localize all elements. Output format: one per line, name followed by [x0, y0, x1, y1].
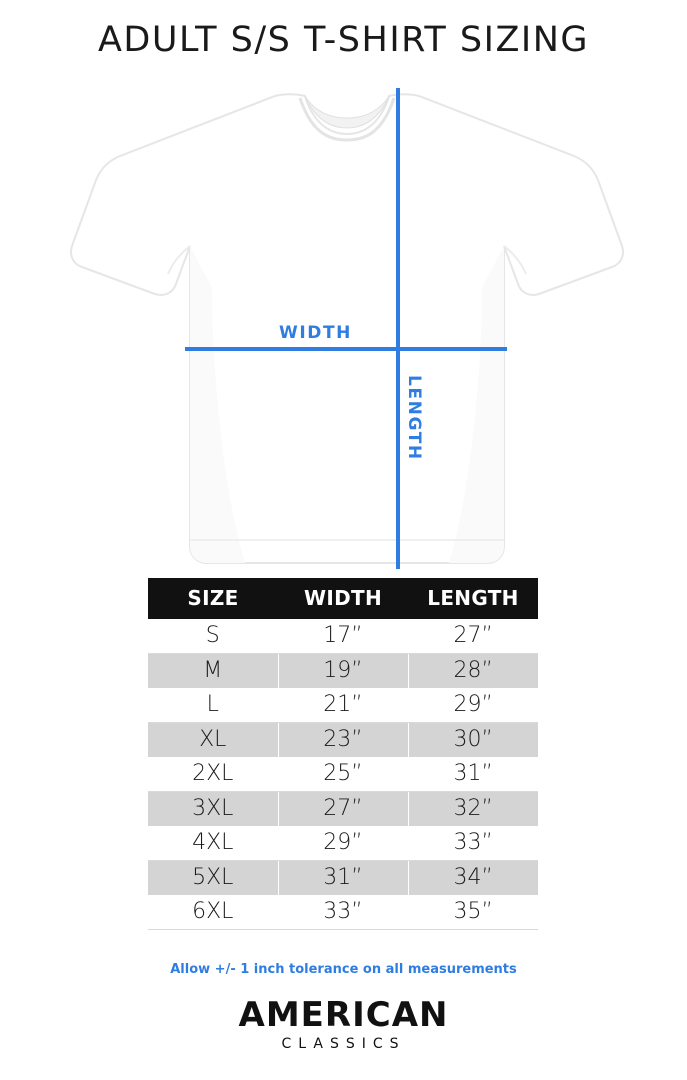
cell-length: 28” [408, 654, 538, 689]
table-row [148, 723, 538, 758]
size-table-body [148, 619, 538, 930]
table-row [148, 861, 538, 896]
header-width: WIDTH [278, 578, 408, 619]
size-table-container [148, 578, 538, 930]
table-header-row [148, 578, 538, 619]
size-table [148, 578, 538, 930]
brand-name: AMERICAN [238, 995, 449, 1035]
cell-length: 32” [408, 792, 538, 827]
cell-size: 4XL [148, 826, 278, 861]
header-length: LENGTH [408, 578, 538, 619]
cell-width: 31” [278, 861, 408, 896]
cell-length: 31” [408, 757, 538, 792]
size-table-head [148, 578, 538, 619]
cell-size: S [148, 619, 278, 654]
table-row [148, 688, 538, 723]
cell-size: L [148, 688, 278, 723]
cell-length: 34” [408, 861, 538, 896]
cell-size: XL [148, 723, 278, 758]
cell-length: 27” [408, 619, 538, 654]
shirt-diagram [0, 78, 687, 568]
cell-width: 17” [278, 619, 408, 654]
cell-size: 6XL [148, 895, 278, 930]
brand-subtitle: CLASSICS [281, 1036, 406, 1052]
page-title: ADULT S/S T-SHIRT SIZING [97, 20, 590, 60]
cell-size: 3XL [148, 792, 278, 827]
cell-width: 21” [278, 688, 408, 723]
tolerance-note: Allow +/- 1 inch tolerance on all measurements [170, 962, 517, 977]
cell-width: 27” [278, 792, 408, 827]
table-row [148, 654, 538, 689]
cell-size: M [148, 654, 278, 689]
cell-width: 29” [278, 826, 408, 861]
table-row [148, 792, 538, 827]
table-row [148, 895, 538, 930]
cell-width: 23” [278, 723, 408, 758]
length-label: LENGTH [404, 375, 424, 461]
width-measure-line [185, 347, 507, 351]
cell-length: 30” [408, 723, 538, 758]
width-label: WIDTH [279, 323, 353, 343]
cell-length: 35” [408, 895, 538, 930]
cell-size: 2XL [148, 757, 278, 792]
table-row [148, 826, 538, 861]
cell-length: 33” [408, 826, 538, 861]
table-row [148, 619, 538, 654]
header-size: SIZE [148, 578, 278, 619]
length-measure-line [396, 88, 400, 569]
cell-width: 33” [278, 895, 408, 930]
cell-length: 29” [408, 688, 538, 723]
cell-size: 5XL [148, 861, 278, 896]
cell-width: 19” [278, 654, 408, 689]
cell-width: 25” [278, 757, 408, 792]
table-row [148, 757, 538, 792]
